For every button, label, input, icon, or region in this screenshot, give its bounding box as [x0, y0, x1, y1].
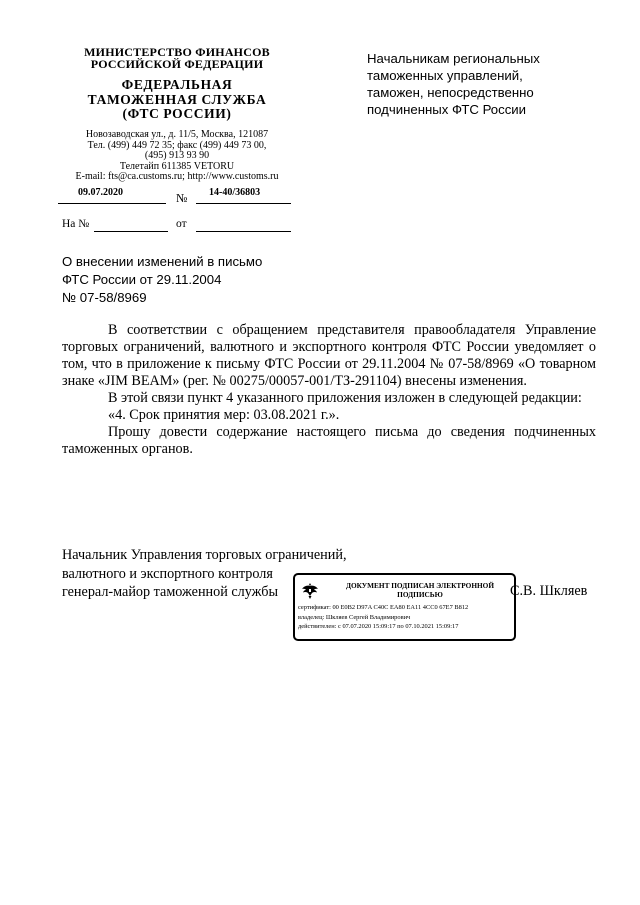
service-line-3: (ФТС РОССИИ) [122, 106, 232, 121]
addressee-line-1: Начальникам региональных [367, 51, 540, 66]
stamp-heading-line-2: ПОДПИСЬЮ [397, 590, 443, 599]
signature-title-line-1: Начальник Управления торговых ограничений, [62, 547, 347, 563]
stamp-heading-line-1: ДОКУМЕНТ ПОДПИСАН ЭЛЕКТРОННОЙ [345, 581, 495, 590]
letter-body [62, 322, 596, 458]
subject-block [62, 253, 322, 307]
stamp-certificate: сертификат: 00 E0B2 D97A C40C EA80 EA11 4CC0 67E7 B812 [298, 604, 469, 611]
subject-line-1: О внесении изменений в письмо [62, 254, 263, 269]
body-paragraph-2: В этой связи пункт 4 указанного приложения изложен в следующей редакции: [108, 390, 582, 406]
body-paragraph-3: «4. Срок принятия мер: 03.08.2021 г.». [108, 407, 340, 423]
ministry-line-1: МИНИСТЕРСТВО ФИНАНСОВ [84, 45, 270, 59]
teletype-line: Телетайп 611385 VETORU [119, 160, 235, 172]
signature-title-line-3: генерал-майор таможенной службы [62, 584, 279, 600]
address-line: Новозаводская ул., д. 11/5, Москва, 121087 [85, 129, 269, 140]
organization-block [62, 46, 292, 122]
subject-line-2: ФТС России от 29.11.2004 [62, 272, 222, 287]
phone-line: Тел. (499) 449 72 35; факс (499) 449 73 00, [87, 139, 267, 151]
ref-from-label: от [176, 218, 187, 230]
signer-name: С.В. Шкляев [510, 583, 588, 599]
addressee-line-3: таможен, непосредственно [367, 85, 534, 100]
subject-line-3: № 07-58/8969 [62, 290, 147, 305]
number-underline [196, 203, 291, 204]
document-number: 14-40/36803 [209, 187, 261, 198]
addressee-line-4: подчиненных ФТС России [367, 102, 527, 117]
stamp-owner: владелец: Шкляев Сергей Владимирович [298, 613, 411, 621]
document-date: 09.07.2020 [78, 187, 123, 198]
ministry-line-2: РОССИЙСКОЙ ФЕДЕРАЦИИ [90, 57, 264, 71]
electronic-signature-stamp [293, 573, 516, 641]
email-line: E-mail: fts@ca.customs.ru; http://www.customs.ru [75, 171, 279, 182]
ref-number-label: На № [62, 218, 90, 230]
service-line-2: ТАМОЖЕННАЯ СЛУЖБА [87, 91, 267, 107]
number-sign: № [176, 191, 188, 205]
contacts-block [56, 130, 298, 183]
body-paragraph-1: В соответствии с обращением представителя правообладателя Управление торговых ограничений, валютного и экспортного контроля ФТС России уведомляет о том, что в приложение к письму ФТС России от 29.11.2004 № 07-58/8969 «О товарном знаке «JIM BEAM» (рег. № 00275/00057-001/ТЗ-291104) внесены изменения. [62, 322, 596, 389]
signature-title-line-2: валютного и экспортного контроля [62, 565, 273, 582]
ref-from-underline [196, 231, 291, 232]
stamp-heading [325, 581, 515, 599]
stamp-details [298, 603, 514, 632]
stamp-validity: действителен: с 07.07.2020 15:09:17 по 07.10.2021 15:09:17 [298, 623, 459, 631]
ref-number-underline [94, 231, 168, 232]
service-line-1: ФЕДЕРАЛЬНАЯ [121, 77, 233, 92]
body-paragraph-4: Прошу довести содержание настоящего письма до сведения подчиненных таможенных органов. [62, 424, 596, 457]
addressee-line-2: таможенных управлений, [367, 68, 523, 83]
eagle-emblem-icon [300, 580, 320, 600]
addressee-block [367, 50, 607, 118]
phone-line-2: (495) 913 93 90 [144, 150, 210, 161]
date-underline [58, 203, 166, 204]
